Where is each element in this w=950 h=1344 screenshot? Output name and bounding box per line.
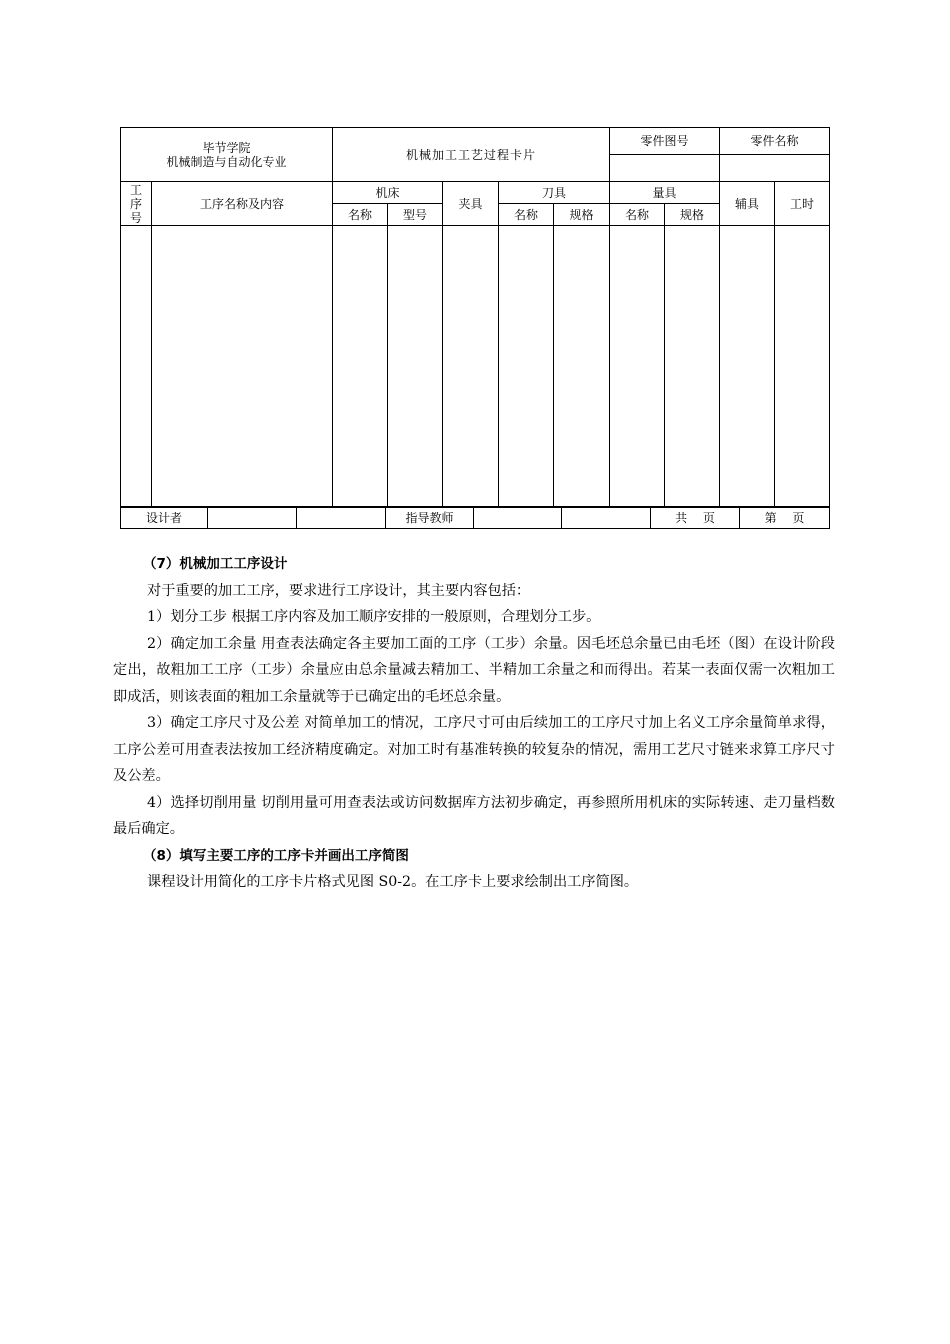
cell-tool-name[interactable]	[499, 226, 554, 507]
machine-header: 机床	[333, 182, 443, 204]
section-heading-7: （7）机械加工工序设计	[143, 556, 288, 572]
process-card	[120, 127, 829, 529]
teacher-label: 指导教师	[386, 508, 474, 529]
cell-time[interactable]	[775, 226, 830, 507]
aux-header: 辅具	[720, 182, 775, 226]
cell-machine-model[interactable]	[388, 226, 443, 507]
process-name-header: 工序名称及内容	[152, 182, 333, 226]
tool-name-header: 名称	[499, 204, 554, 226]
cell-gauge-name[interactable]	[610, 226, 665, 507]
fixture-header: 夹具	[443, 182, 499, 226]
gauge-spec-header: 规格	[665, 204, 720, 226]
school-cell	[121, 128, 333, 182]
paragraph-card-format: 课程设计用简化的工序卡片格式见图 S0-2。在工序卡上要求绘制出工序简图。	[147, 874, 639, 890]
teacher-extra[interactable]	[562, 508, 651, 529]
process-body-row	[121, 226, 830, 507]
process-card-footer-table	[120, 507, 830, 529]
designer-label: 设计者	[121, 508, 208, 529]
process-number-header: 工 序 号	[121, 182, 152, 226]
paragraph-step-2: 2）确定加工余量 用查表法确定各主要加工面的工序（工步）余量。因毛坯总余量已由毛坯（图）在设计阶段定出，故粗加工工序（工步）余量应由总余量减去精加工、半精加工余量之和而得出。若某一表面仅需一次粗加工即成活，则该表面的粗加工余量就等于已确定出的毛坯总余量。	[113, 635, 835, 705]
time-header: 工时	[775, 182, 830, 226]
cell-process-name[interactable]	[152, 226, 333, 507]
tool-header: 刀具	[499, 182, 610, 204]
cell-aux[interactable]	[720, 226, 775, 507]
cell-process-no[interactable]	[121, 226, 152, 507]
page-number: 第 页	[740, 508, 830, 529]
school-name: 毕节学院	[202, 140, 251, 155]
process-card-header-table	[120, 127, 830, 507]
machine-model-header: 型号	[388, 204, 443, 226]
part-name-value[interactable]	[720, 155, 830, 182]
paragraph-step-3: 3）确定工序尺寸及公差 对简单加工的情况，工序尺寸可由后续加工的工序尺寸加上名义工序余量简单求得，工序公差可用查表法按加工经济精度确定。对加工时有基准转换的较复杂的情况，需用工艺尺寸链来求算工序尺寸及公差。	[113, 715, 835, 784]
section-heading-8: （8）填写主要工序的工序卡并画出工序简图	[143, 847, 409, 864]
cell-fixture[interactable]	[443, 226, 499, 507]
cell-gauge-spec[interactable]	[665, 226, 720, 507]
designer-value[interactable]	[208, 508, 297, 529]
cell-tool-spec[interactable]	[554, 226, 610, 507]
designer-extra[interactable]	[297, 508, 386, 529]
teacher-value[interactable]	[474, 508, 562, 529]
paragraph-step-1: 1）划分工步 根据工序内容及加工顺序安排的一般原则，合理划分工步。	[147, 609, 601, 625]
body-text	[113, 551, 835, 896]
major-name: 机械制造与自动化专业	[166, 154, 287, 169]
part-number-value[interactable]	[610, 155, 720, 182]
part-name-label: 零件名称	[720, 128, 830, 155]
cell-machine-name[interactable]	[333, 226, 388, 507]
total-pages: 共 页	[651, 508, 740, 529]
tool-spec-header: 规格	[554, 204, 610, 226]
paragraph-intro: 对于重要的加工工序，要求进行工序设计，其主要内容包括：	[147, 582, 531, 599]
gauge-name-header: 名称	[610, 204, 665, 226]
paragraph-step-4: 4）选择切削用量 切削用量可用查表法或访问数据库方法初步确定，再参照所用机床的实际转速、走刀量档数最后确定。	[113, 794, 835, 837]
gauge-header: 量具	[610, 182, 720, 204]
part-number-label: 零件图号	[610, 128, 720, 155]
machine-name-header: 名称	[333, 204, 388, 226]
card-title: 机械加工工艺过程卡片	[333, 128, 610, 182]
